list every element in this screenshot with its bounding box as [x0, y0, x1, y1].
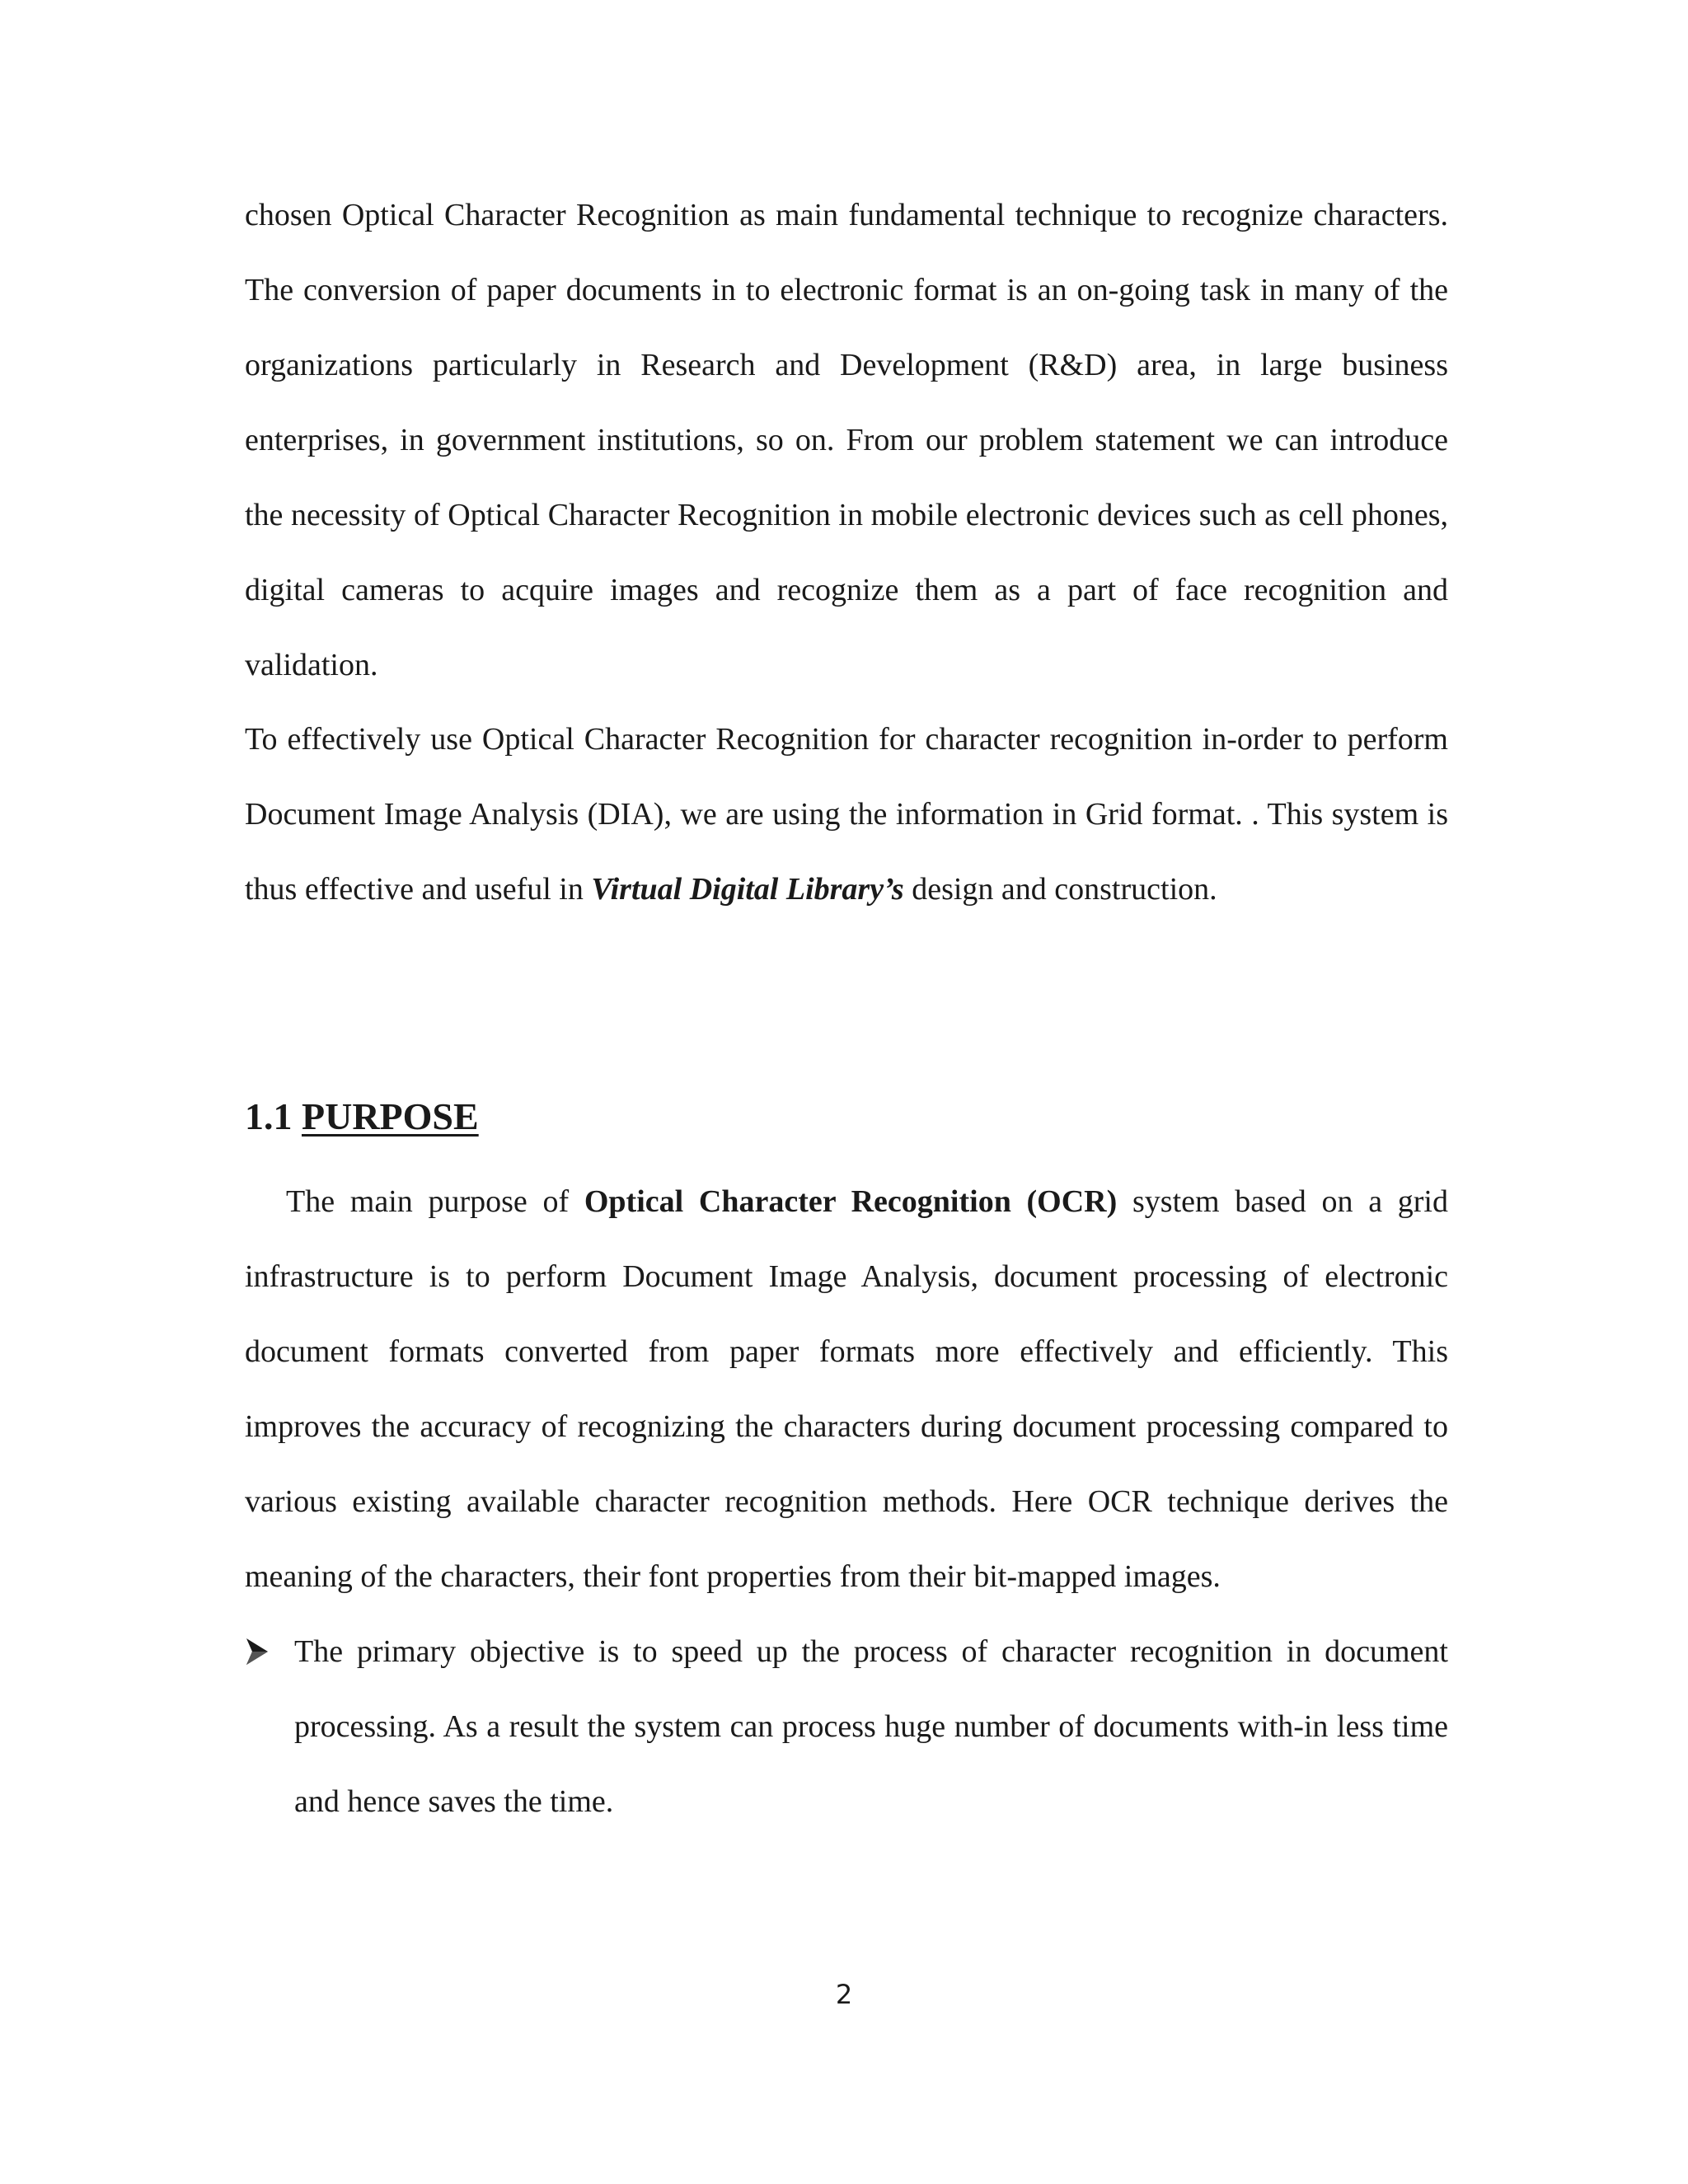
purpose-paragraph-intro: The main purpose of — [286, 1184, 584, 1219]
dia-paragraph-text-start: To effectively use Optical Character Recognition for character recognition in-order to perform Document Image Analysis (DIA), we are using the information in Grid format. . This system is thus effective and useful in — [245, 722, 1448, 907]
intro-paragraph — [245, 178, 1448, 703]
section-heading — [245, 1092, 479, 1141]
list-item — [245, 1615, 1448, 1840]
arrow-bullet-icon — [245, 1637, 270, 1666]
section-title: PURPOSE — [302, 1095, 479, 1137]
dia-paragraph — [245, 702, 1448, 927]
objectives-list — [245, 1615, 1448, 1840]
section-number: 1.1 — [245, 1095, 293, 1137]
dia-paragraph-text-end: design and construction. — [903, 872, 1217, 907]
purpose-paragraph-rest: system based on a grid infrastructure is to perform Document Image Analysis, document processing of electronic document formats converted from paper formats more effectively and efficiently. This improves the accuracy of recognizing the characters during document processing compared to various existing available character recognition methods. Here OCR technique derives the meaning of the characters, their font properties from their bit-mapped images. — [245, 1184, 1448, 1594]
bullet-text: The primary objective is to speed up the process of character recognition in document processing. As a result the system can process huge number of documents with-in less time and hence saves the time. — [294, 1634, 1448, 1819]
ocr-bold-term: Optical Character Recognition (OCR) — [584, 1184, 1118, 1219]
intro-paragraph-text: chosen Optical Character Recognition as main fundamental technique to recognize characters. The conversion of paper documents in to electronic format is an on-going task in many of the organizations particularly in Research and Development (R&D) area, in large business enterprises, in government institutions, so on. From our problem statement we can introduce the necessity of Optical Character Recognition in mobile electronic devices such as cell phones, digital cameras to acquire images and recognize them as a part of face recognition and validation. — [245, 198, 1448, 682]
page-number: 2 — [835, 1979, 853, 2010]
purpose-paragraph — [245, 1165, 1448, 1615]
virtual-digital-library-emphasis: Virtual Digital Library’s — [591, 872, 904, 907]
